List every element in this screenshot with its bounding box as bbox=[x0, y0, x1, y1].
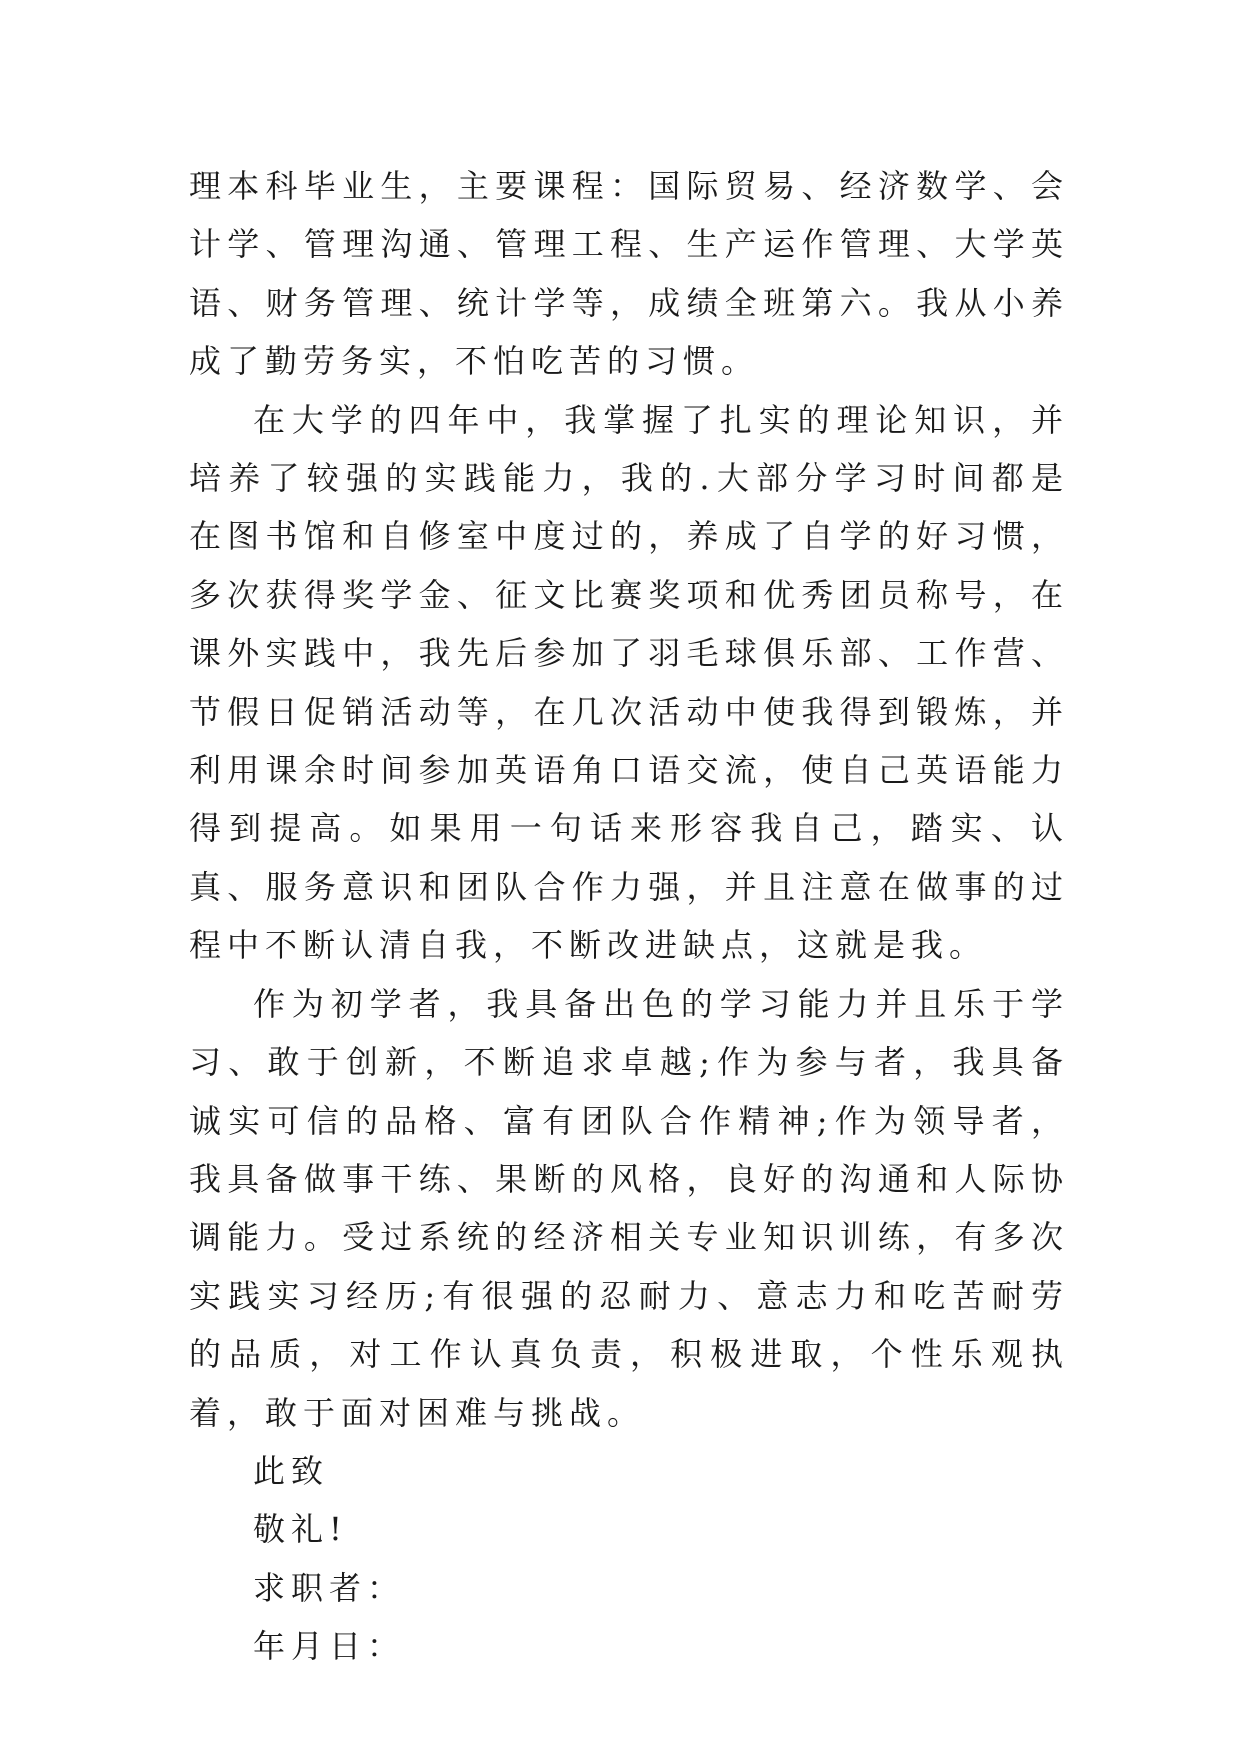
applicant-signature-line: 求职者： bbox=[253, 1568, 406, 1607]
closing-salutation: 此致 bbox=[253, 1451, 330, 1490]
closing-regards: 敬礼! bbox=[253, 1510, 348, 1549]
letter-body bbox=[189, 157, 1069, 1676]
paragraph-university: 在大学的四年中，我掌握了扎实的理论知识，并培养了较强的实践能力，我的.大部分学习时间都是在图书馆和自修室中度过的，养成了自学的好习惯，多次获得奖学金、征文比赛奖项和优秀团员称号，在课外实践中，我先后参加了羽毛球俱乐部、工作营、节假日促销活动等，在几次活动中使我得到锻炼，并利用课余时间参加英语角口语交流，使自己英语能力得到提高。如果用一句话来形容我自己，踏实、认真、服务意识和团队合作力强，并且注意在做事的过程中不断认清自我，不断改进缺点，这就是我。 bbox=[189, 400, 1069, 965]
date-line: 年月日： bbox=[253, 1627, 406, 1666]
paragraph-continuation: 理本科毕业生，主要课程：国际贸易、经济数学、会计学、管理沟通、管理工程、生产运作管理、大学英语、财务管理、统计学等，成绩全班第六。我从小养成了勤劳务实，不怕吃苦的习惯。 bbox=[189, 167, 1069, 381]
paragraph-qualities: 作为初学者，我具备出色的学习能力并且乐于学习、敢于创新，不断追求卓越;作为参与者，我具备诚实可信的品格、富有团队合作精神;作为领导者，我具备做事干练、果断的风格，良好的沟通和人际协调能力。受过系统的经济相关专业知识训练，有多次实践实习经历;有很强的忍耐力、意志力和吃苦耐劳的品质，对工作认真负责，积极进取，个性乐观执着，敢于面对困难与挑战。 bbox=[189, 984, 1069, 1432]
